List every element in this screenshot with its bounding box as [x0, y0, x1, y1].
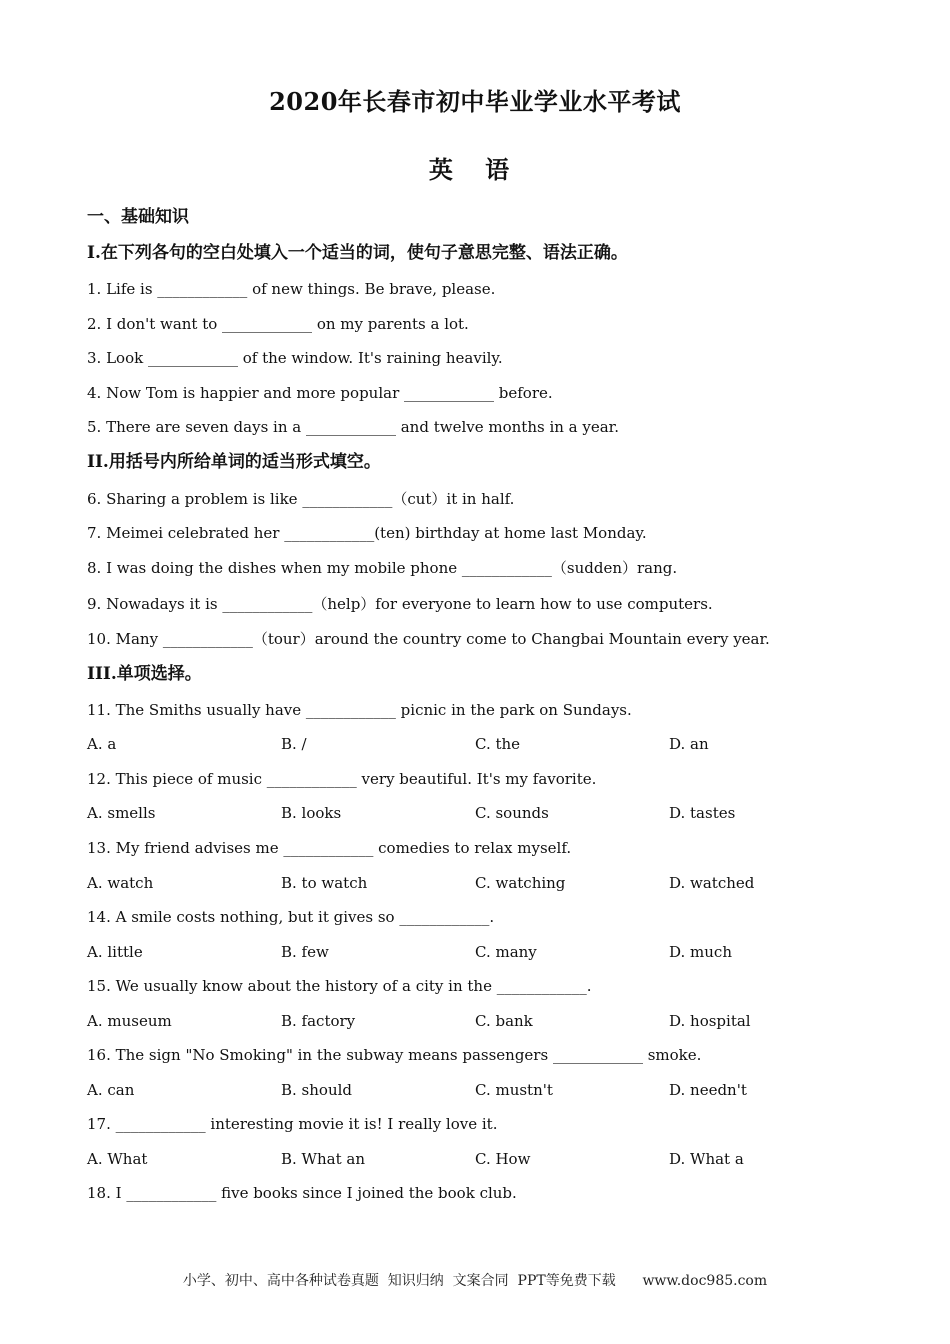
- question-9: 9. Nowadays it is ____________（help）for everyone to learn how to use computers.: [87, 595, 713, 613]
- part-i-instruction: I.在下列各句的空白处填入一个适当的词，使句子意思完整、语法正确。: [87, 243, 628, 263]
- option-c: C. mustn't: [475, 1081, 553, 1099]
- option-a: A. museum: [87, 1012, 172, 1030]
- option-b: B. factory: [281, 1012, 356, 1030]
- option-b: B. looks: [281, 804, 342, 822]
- option-c: C. sounds: [475, 804, 549, 822]
- question-7: 7. Meimei celebrated her ____________(ten) birthday at home last Monday.: [87, 524, 647, 542]
- question-14: 14. A smile costs nothing, but it gives so ____________.: [87, 908, 495, 926]
- option-a: A. can: [87, 1081, 135, 1099]
- option-b: B. What an: [281, 1150, 365, 1168]
- option-d: D. hospital: [669, 1012, 751, 1030]
- option-b: B. few: [281, 943, 329, 961]
- part-iii-instruction: III.单项选择。: [87, 664, 202, 684]
- question-17: 17. ____________ interesting movie it is! I really love it.: [87, 1115, 498, 1133]
- option-c: C. How: [475, 1150, 531, 1168]
- option-d: D. watched: [669, 874, 755, 892]
- option-a: A. What: [87, 1150, 148, 1168]
- option-d: D. much: [669, 943, 732, 961]
- question-5: 5. There are seven days in a ____________ and twelve months in a year.: [87, 418, 619, 436]
- option-b: B. to watch: [281, 874, 368, 892]
- question-12: 12. This piece of music ____________ very beautiful. It's my favorite.: [87, 770, 597, 788]
- question-18: 18. I ____________ five books since I joined the book club.: [87, 1184, 517, 1202]
- option-b: B. should: [281, 1081, 353, 1099]
- option-a: A. little: [87, 943, 143, 961]
- question-13: 13. My friend advises me ____________ comedies to relax myself.: [87, 839, 572, 857]
- option-a: A. a: [87, 735, 117, 753]
- question-4: 4. Now Tom is happier and more popular ____________ before.: [87, 384, 553, 402]
- option-d: D. needn't: [669, 1081, 747, 1099]
- option-c: C. many: [475, 943, 537, 961]
- question-15: 15. We usually know about the history of a city in the ____________.: [87, 977, 592, 995]
- option-a: A. watch: [87, 874, 154, 892]
- option-d: D. an: [669, 735, 709, 753]
- exam-title: 2020年长春市初中毕业学业水平考试: [269, 87, 681, 116]
- question-3: 3. Look ____________ of the window. It's raining heavily.: [87, 349, 503, 367]
- option-a: A. smells: [87, 804, 156, 822]
- section-heading: 一、基础知识: [87, 207, 189, 227]
- option-d: D. What a: [669, 1150, 744, 1168]
- option-d: D. tastes: [669, 804, 736, 822]
- page-footer: 小学、初中、高中各种试卷真题 知识归纳 文案合同 PPT等免费下载 www.doc985.com: [182, 1273, 768, 1289]
- question-1: 1. Life is ____________ of new things. Be brave, please.: [87, 280, 496, 298]
- option-c: C. the: [475, 735, 521, 753]
- option-c: C. bank: [475, 1012, 533, 1030]
- question-8: 8. I was doing the dishes when my mobile phone ____________（sudden）rang.: [87, 559, 678, 577]
- option-c: C. watching: [475, 874, 566, 892]
- question-10: 10. Many ____________（tour）around the country come to Changbai Mountain every year.: [87, 630, 770, 648]
- question-2: 2. I don't want to ____________ on my parents a lot.: [87, 315, 469, 333]
- question-6: 6. Sharing a problem is like ____________（cut）it in half.: [87, 490, 515, 508]
- question-16: 16. The sign "No Smoking" in the subway means passengers ____________ smoke.: [87, 1046, 702, 1064]
- option-b: B. /: [281, 735, 307, 753]
- part-ii-instruction: II.用括号内所给单词的适当形式填空。: [87, 452, 381, 472]
- question-11: 11. The Smiths usually have ____________ picnic in the park on Sundays.: [87, 701, 632, 719]
- subject-title: 英 语: [428, 155, 522, 184]
